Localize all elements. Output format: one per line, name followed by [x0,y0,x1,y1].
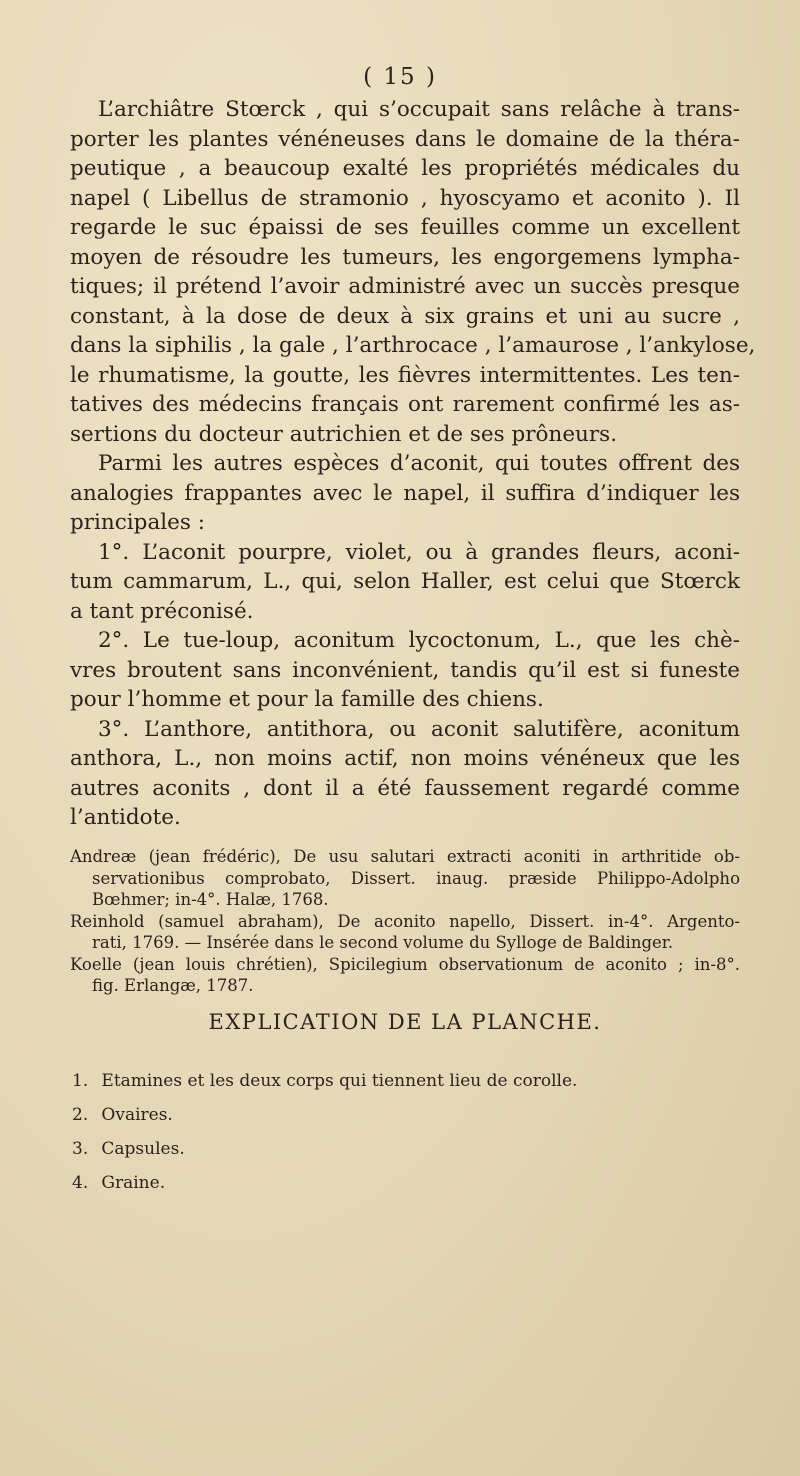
bibliography [70,846,740,997]
text-line: peutique , a beaucoup exalté les propriétés médicales du [70,156,740,181]
paragraph-species-3 [70,715,740,833]
paragraph-species-1 [70,538,740,627]
legend-text: Capsules. [101,1139,185,1159]
legend-text: Etamines et les deux corps qui tiennent lieu de corolle. [101,1071,578,1091]
text-line: principales : [70,510,205,535]
text-line: napel ( Libellus de stramonio , hyoscyamo et aconito ). Il [70,185,740,211]
text-line: constant, à la dose de deux à six grains et uni au sucre , [70,303,740,329]
plate-legend [72,1064,732,1200]
legend-item [72,1132,732,1166]
reference-line: servationibus comprobato, Dissert. inaug. præside Philippo-Adolpho [92,868,740,888]
legend-number: 2. [72,1105,89,1125]
text-line: dans la siphilis , la gale , l’arthrocace , l’amaurose , l’ankylose, [70,333,756,358]
legend-text: Ovaires. [101,1105,173,1125]
text-line: anthora, L., non moins actif, non moins vénéneux que les [70,746,740,771]
reference-andreae [70,846,740,911]
text-line: tum cammarum, L., qui, selon Haller, est celui que Stœrck [70,569,740,594]
legend-number: 4. [72,1173,89,1193]
text-line: analogies frappantes avec le napel, il suffira d’indiquer les [70,480,740,506]
text-line: moyen de résoudre les tumeurs, les engorgemens lympha- [70,244,740,270]
text-line: porter les plantes vénéneuses dans le domaine de la théra- [70,126,740,152]
page-number: ( 15 ) [363,64,437,90]
text-line: le rhumatisme, la goutte, les fièvres intermittentes. Les ten- [70,362,740,388]
reference-reinhold [70,911,740,954]
reference-line: fig. Erlangæ, 1787. [92,976,254,995]
reference-line: rati, 1769. — Insérée dans le second volume du Sylloge de Baldinger. [92,933,674,952]
body-text [70,95,756,833]
paragraph-stoerck [70,95,756,449]
text-line: vres broutent sans inconvénient, tandis qu’il est si funeste [70,657,740,683]
text-line: tatives des médecins français ont rarement confirmé les as- [70,392,740,417]
text-line: pour l’homme et pour la famille des chiens. [70,687,544,712]
legend-number: 1. [72,1071,89,1091]
text-line: l’antidote. [70,805,181,830]
text-line: sertions du docteur autrichien et de ses prôneurs. [70,421,618,447]
legend-item [72,1098,732,1132]
paragraph-species-2 [70,626,740,715]
legend-number: 3. [72,1139,89,1159]
legend-text: Graine. [101,1173,166,1193]
text-line: tiques; il prétend l’avoir administré avec un succès presque [70,274,740,299]
reference-line: Bœhmer; in-4°. Halæ, 1768. [92,890,329,909]
reference-line: Andreæ (jean frédéric), De usu salutari extracti aconiti in arthritide ob- [70,847,740,866]
text-line: L’archiâtre Stœrck , qui s’occupait sans relâche à trans- [98,97,740,122]
text-line: Parmi les autres espèces d’aconit, qui toutes offrent des [98,451,740,476]
legend-item [72,1166,732,1200]
text-line: 3°. L’anthore, antithora, ou aconit salutifère, aconitum [98,716,740,742]
text-line: 2°. Le tue-loup, aconitum lycoctonum, L., que les chè- [98,628,740,653]
plate-explanation-title: EXPLICATION DE LA PLANCHE. [208,1010,602,1034]
reference-line: Reinhold (samuel abraham), De aconito napello, Dissert. in-4°. Argento- [70,911,740,931]
text-line: autres aconits , dont il a été faussement regardé comme [70,775,740,801]
text-line: regarde le suc épaissi de ses feuilles comme un excellent [70,215,740,240]
reference-line: Koelle (jean louis chrétien), Spicilegium observationum de aconito ; in-8°. [70,954,740,974]
paragraph-other-species [70,449,740,538]
text-line: a tant préconisé. [70,598,254,624]
text-line: 1°. L’aconit pourpre, violet, ou à grandes fleurs, aconi- [98,539,740,565]
legend-item [72,1064,732,1098]
reference-koelle [70,954,740,997]
